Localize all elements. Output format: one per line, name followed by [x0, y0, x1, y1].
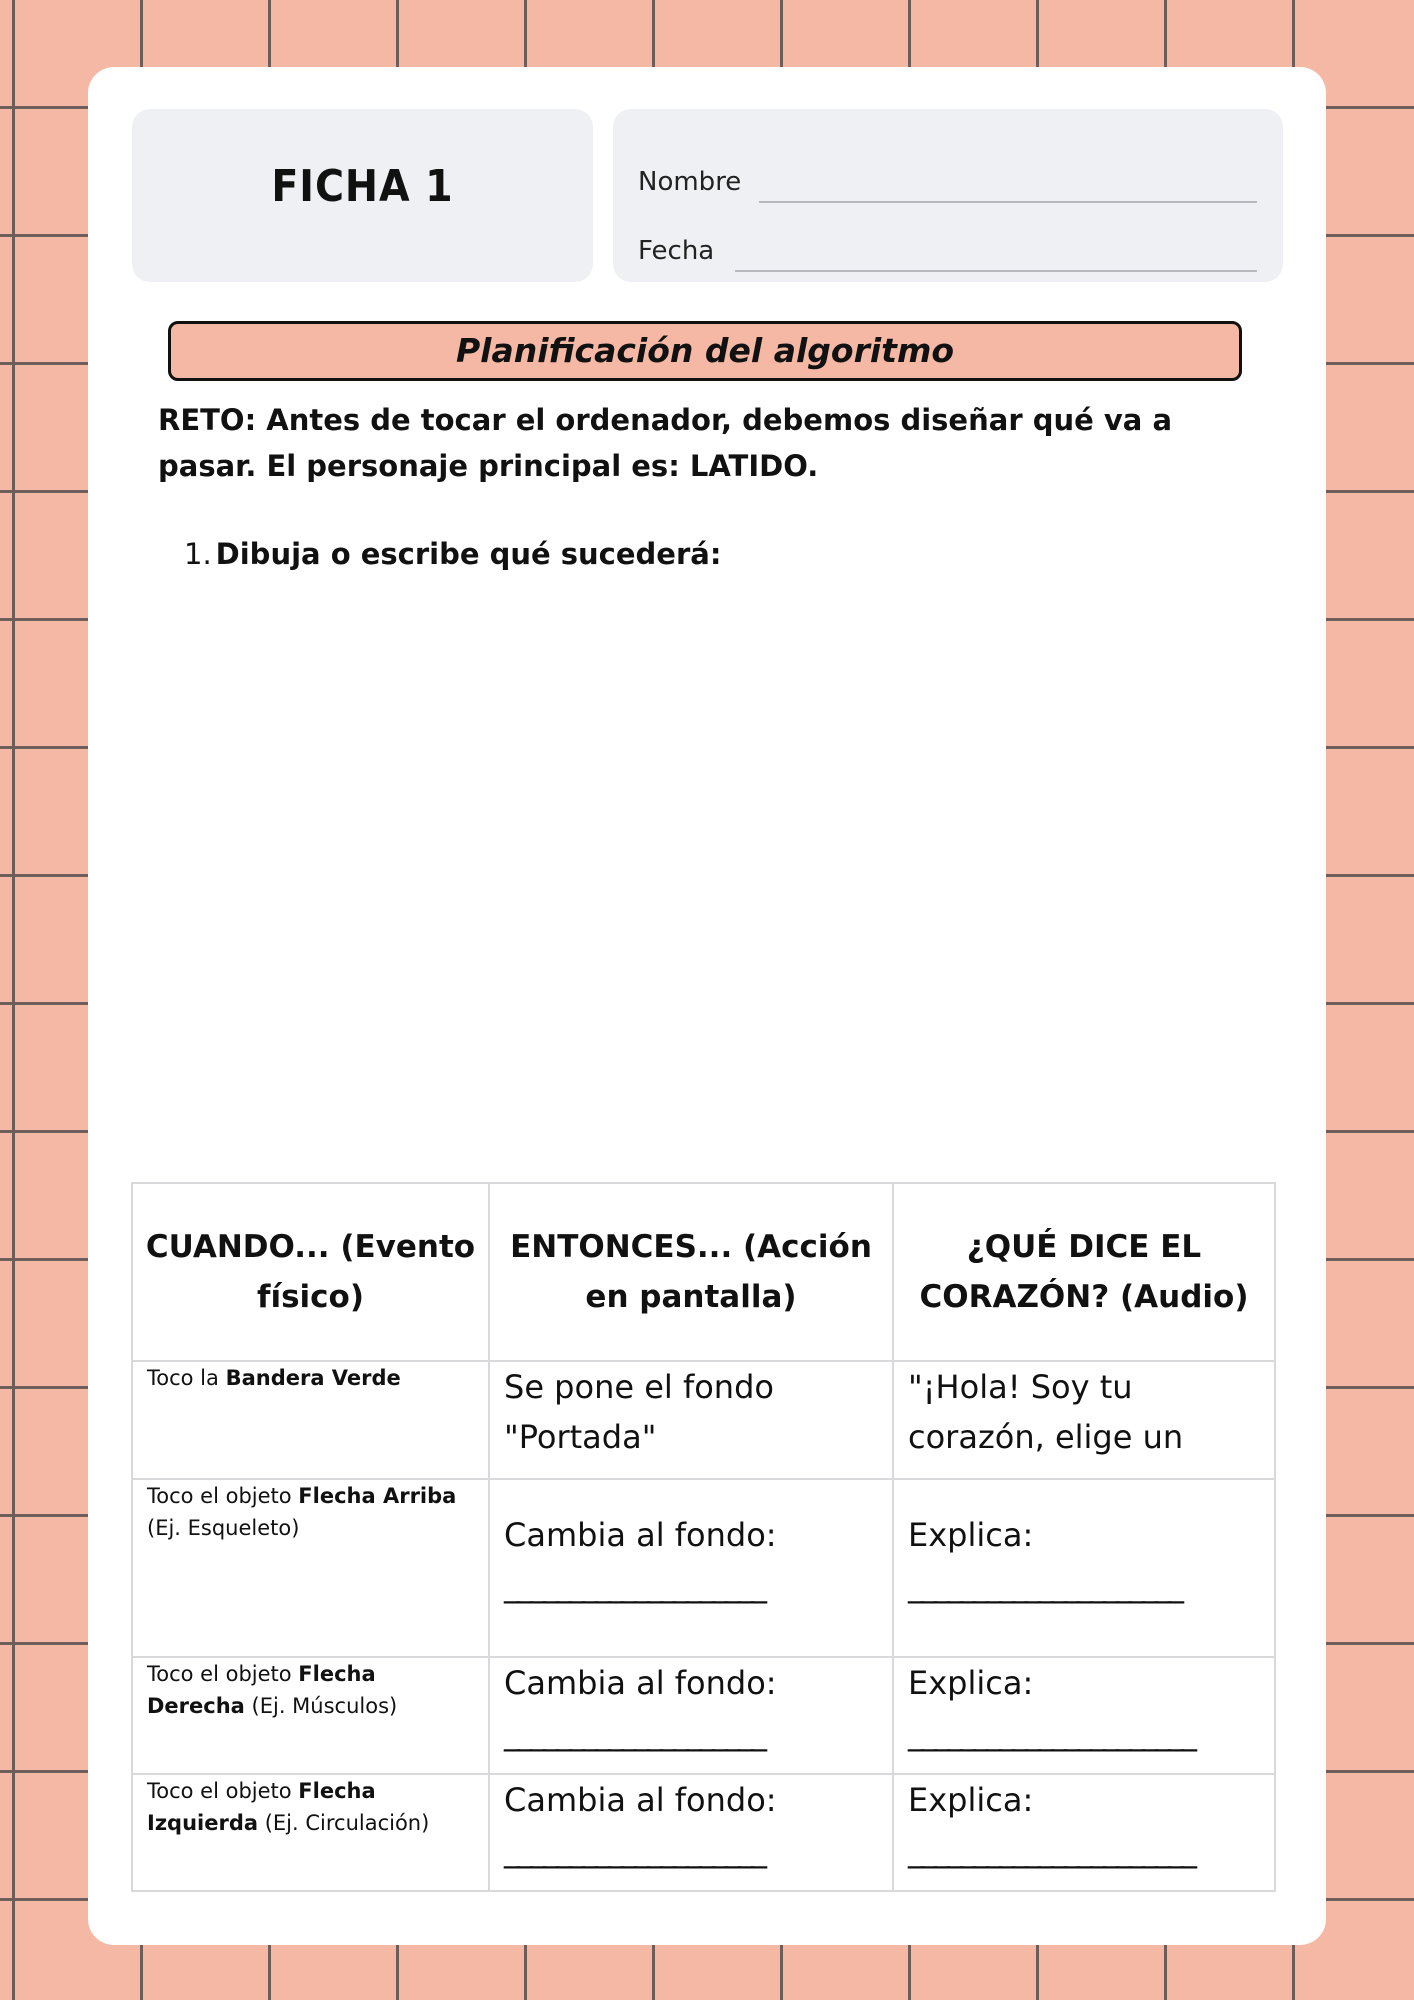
name-field-line[interactable] — [759, 201, 1257, 203]
date-label: Fecha — [638, 236, 715, 266]
event-text: Toco el objeto — [147, 1484, 299, 1508]
event-cell — [132, 1479, 489, 1657]
event-note: (Ej. Circulación) — [258, 1811, 430, 1835]
audio-cell[interactable] — [893, 1479, 1275, 1657]
section-banner: Planificación del algoritmo — [168, 321, 1242, 381]
event-text: Toco el objeto — [147, 1779, 299, 1803]
event-note: (Ej. Músculos) — [244, 1694, 398, 1718]
question-1 — [184, 537, 721, 571]
event-text: Toco la — [147, 1366, 226, 1390]
question-text: Dibuja o escribe qué sucederá: — [215, 537, 722, 571]
action-text: Se pone el fondo "Portada" — [504, 1368, 774, 1456]
action-cell[interactable] — [489, 1479, 893, 1657]
action-cell[interactable] — [489, 1774, 893, 1891]
name-label: Nombre — [638, 167, 742, 197]
header-audio: ¿QUÉ DICE EL CORAZÓN? (Audio) — [893, 1183, 1275, 1361]
date-field-line[interactable] — [735, 270, 1257, 272]
action-blank-line[interactable]: ____________________ — [504, 1714, 764, 1752]
worksheet-page — [88, 67, 1326, 1945]
audio-blank-line[interactable]: ______________________ — [908, 1714, 1194, 1752]
audio-text: Explica: — [908, 1664, 1034, 1702]
audio-cell[interactable] — [893, 1361, 1275, 1479]
event-object: Flecha Derecha — [147, 1662, 376, 1718]
header-when: CUANDO... (Evento físico) — [132, 1183, 489, 1361]
table-row — [132, 1657, 1275, 1774]
event-object: Flecha Izquierda — [147, 1779, 376, 1835]
action-blank-line[interactable]: ____________________ — [504, 1566, 764, 1604]
challenge-text: RETO: Antes de tocar el ordenador, debemos diseñar qué va a pasar. El personaje principal es: LATIDO. — [158, 403, 1173, 483]
audio-blank-line[interactable]: ______________________ — [908, 1831, 1194, 1869]
planning-table — [131, 1182, 1276, 1892]
audio-text: Explica: — [908, 1781, 1034, 1819]
table-header-row — [132, 1183, 1275, 1361]
audio-cell[interactable] — [893, 1657, 1275, 1774]
table-row — [132, 1774, 1275, 1891]
audio-blank-line[interactable]: _____________________ — [908, 1566, 1181, 1604]
drawing-area[interactable] — [158, 597, 1258, 1157]
action-text: Cambia al fondo: — [504, 1781, 777, 1819]
event-note: (Ej. Esqueleto) — [147, 1516, 300, 1540]
event-cell — [132, 1361, 489, 1479]
audio-text: "¡Hola! Soy tu corazón, elige un — [908, 1368, 1184, 1456]
header-then: ENTONCES... (Acción en pantalla) — [489, 1183, 893, 1361]
student-info-card — [613, 109, 1283, 282]
audio-cell[interactable] — [893, 1774, 1275, 1891]
table-row — [132, 1361, 1275, 1479]
action-text: Cambia al fondo: — [504, 1516, 777, 1554]
event-object: Bandera Verde — [225, 1366, 401, 1390]
action-text: Cambia al fondo: — [504, 1664, 777, 1702]
table-row — [132, 1479, 1275, 1657]
action-blank-line[interactable]: ____________________ — [504, 1831, 764, 1869]
action-cell[interactable] — [489, 1657, 893, 1774]
event-text: Toco el objeto — [147, 1662, 299, 1686]
event-cell — [132, 1657, 489, 1774]
audio-text: Explica: — [908, 1516, 1034, 1554]
event-cell — [132, 1774, 489, 1891]
title-card — [132, 109, 593, 282]
question-number: 1. — [184, 537, 212, 571]
event-object: Flecha Arriba — [298, 1484, 457, 1508]
action-cell[interactable] — [489, 1361, 893, 1479]
worksheet-title: FICHA 1 — [271, 161, 454, 212]
